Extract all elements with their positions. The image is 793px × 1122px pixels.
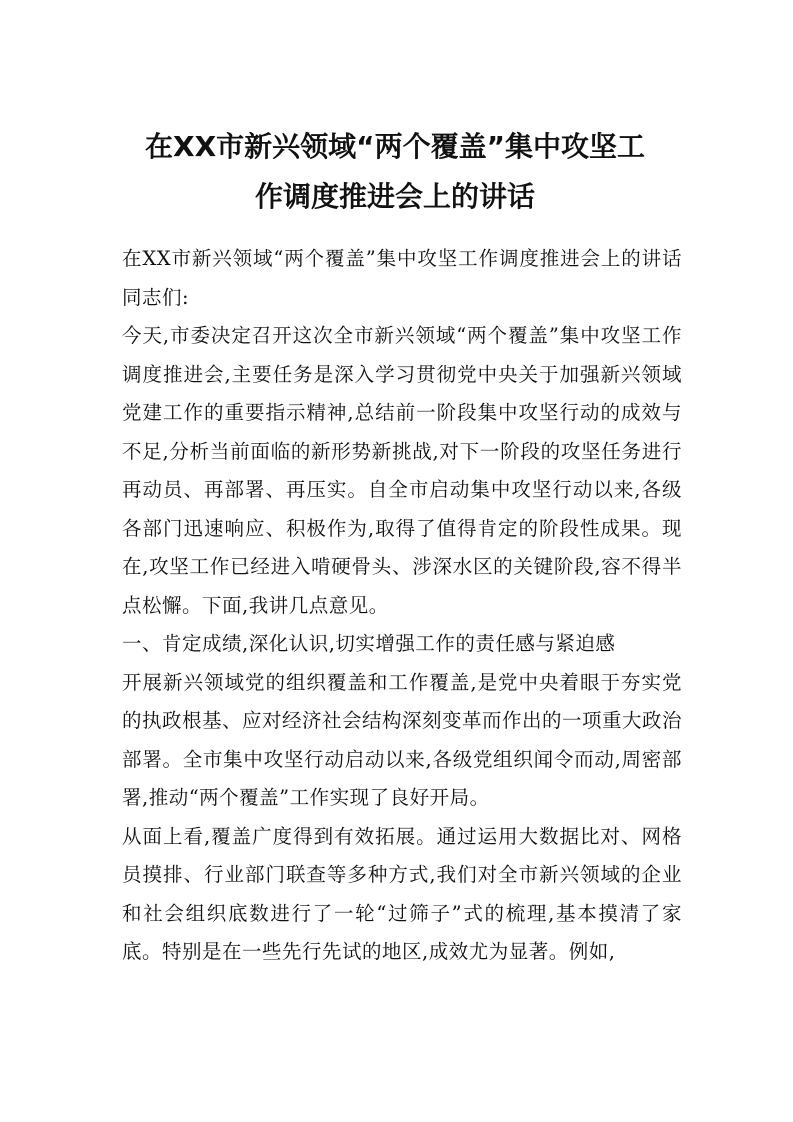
section-heading-1: 一、肯定成绩,深化认识,切实增强工作的责任感与紧迫感 xyxy=(122,632,616,655)
title-line-1: 在XX市新兴领域“两个覆盖”集中攻坚工 xyxy=(145,130,645,163)
paragraph-opening: 在XX市新兴领域“两个覆盖”集中攻坚工作调度推进会上的讲话同志们: xyxy=(122,247,682,309)
document-body xyxy=(122,240,682,972)
paragraph-introduction: 今天,市委决定召开这次全市新兴领域“两个覆盖”集中攻坚工作调度推进会,主要任务是深入学习贯彻党中央关于加强新兴领域党建工作的重要指示精神,总结前一阶段集中攻坚行动的成效与不足,分析当前面临的新形势新挑战,对下一阶段的攻坚任务进行再动员、再部署、再压实。自全市启动集中攻坚行动以来,各级各部门迅速响应、积极作为,取得了值得肯定的阶段性成果。现在,攻坚工作已经进入啃硬骨头、涉深水区的关键阶段,容不得半点松懈。下面,我讲几点意见。 xyxy=(122,324,682,617)
document-title xyxy=(100,122,690,222)
title-line-2: 作调度推进会上的讲话 xyxy=(254,180,535,213)
paragraph-coverage: 从面上看,覆盖广度得到有效拓展。通过运用大数据比对、网格员摸排、行业部门联查等多种方式,我们对全市新兴领域的企业和社会组织底数进行了一轮“过筛子”式的梳理,基本摸清了家底。特别是在一些先行先试的地区,成效尤为显著。例如, xyxy=(122,824,682,963)
paragraph-significance: 开展新兴领域党的组织覆盖和工作覆盖,是党中央着眼于夯实党的执政根基、应对经济社会结构深刻变革而作出的一项重大政治部署。全市集中攻坚行动启动以来,各级党组织闻令而动,周密部署,推动“两个覆盖”工作实现了良好开局。 xyxy=(122,670,683,809)
